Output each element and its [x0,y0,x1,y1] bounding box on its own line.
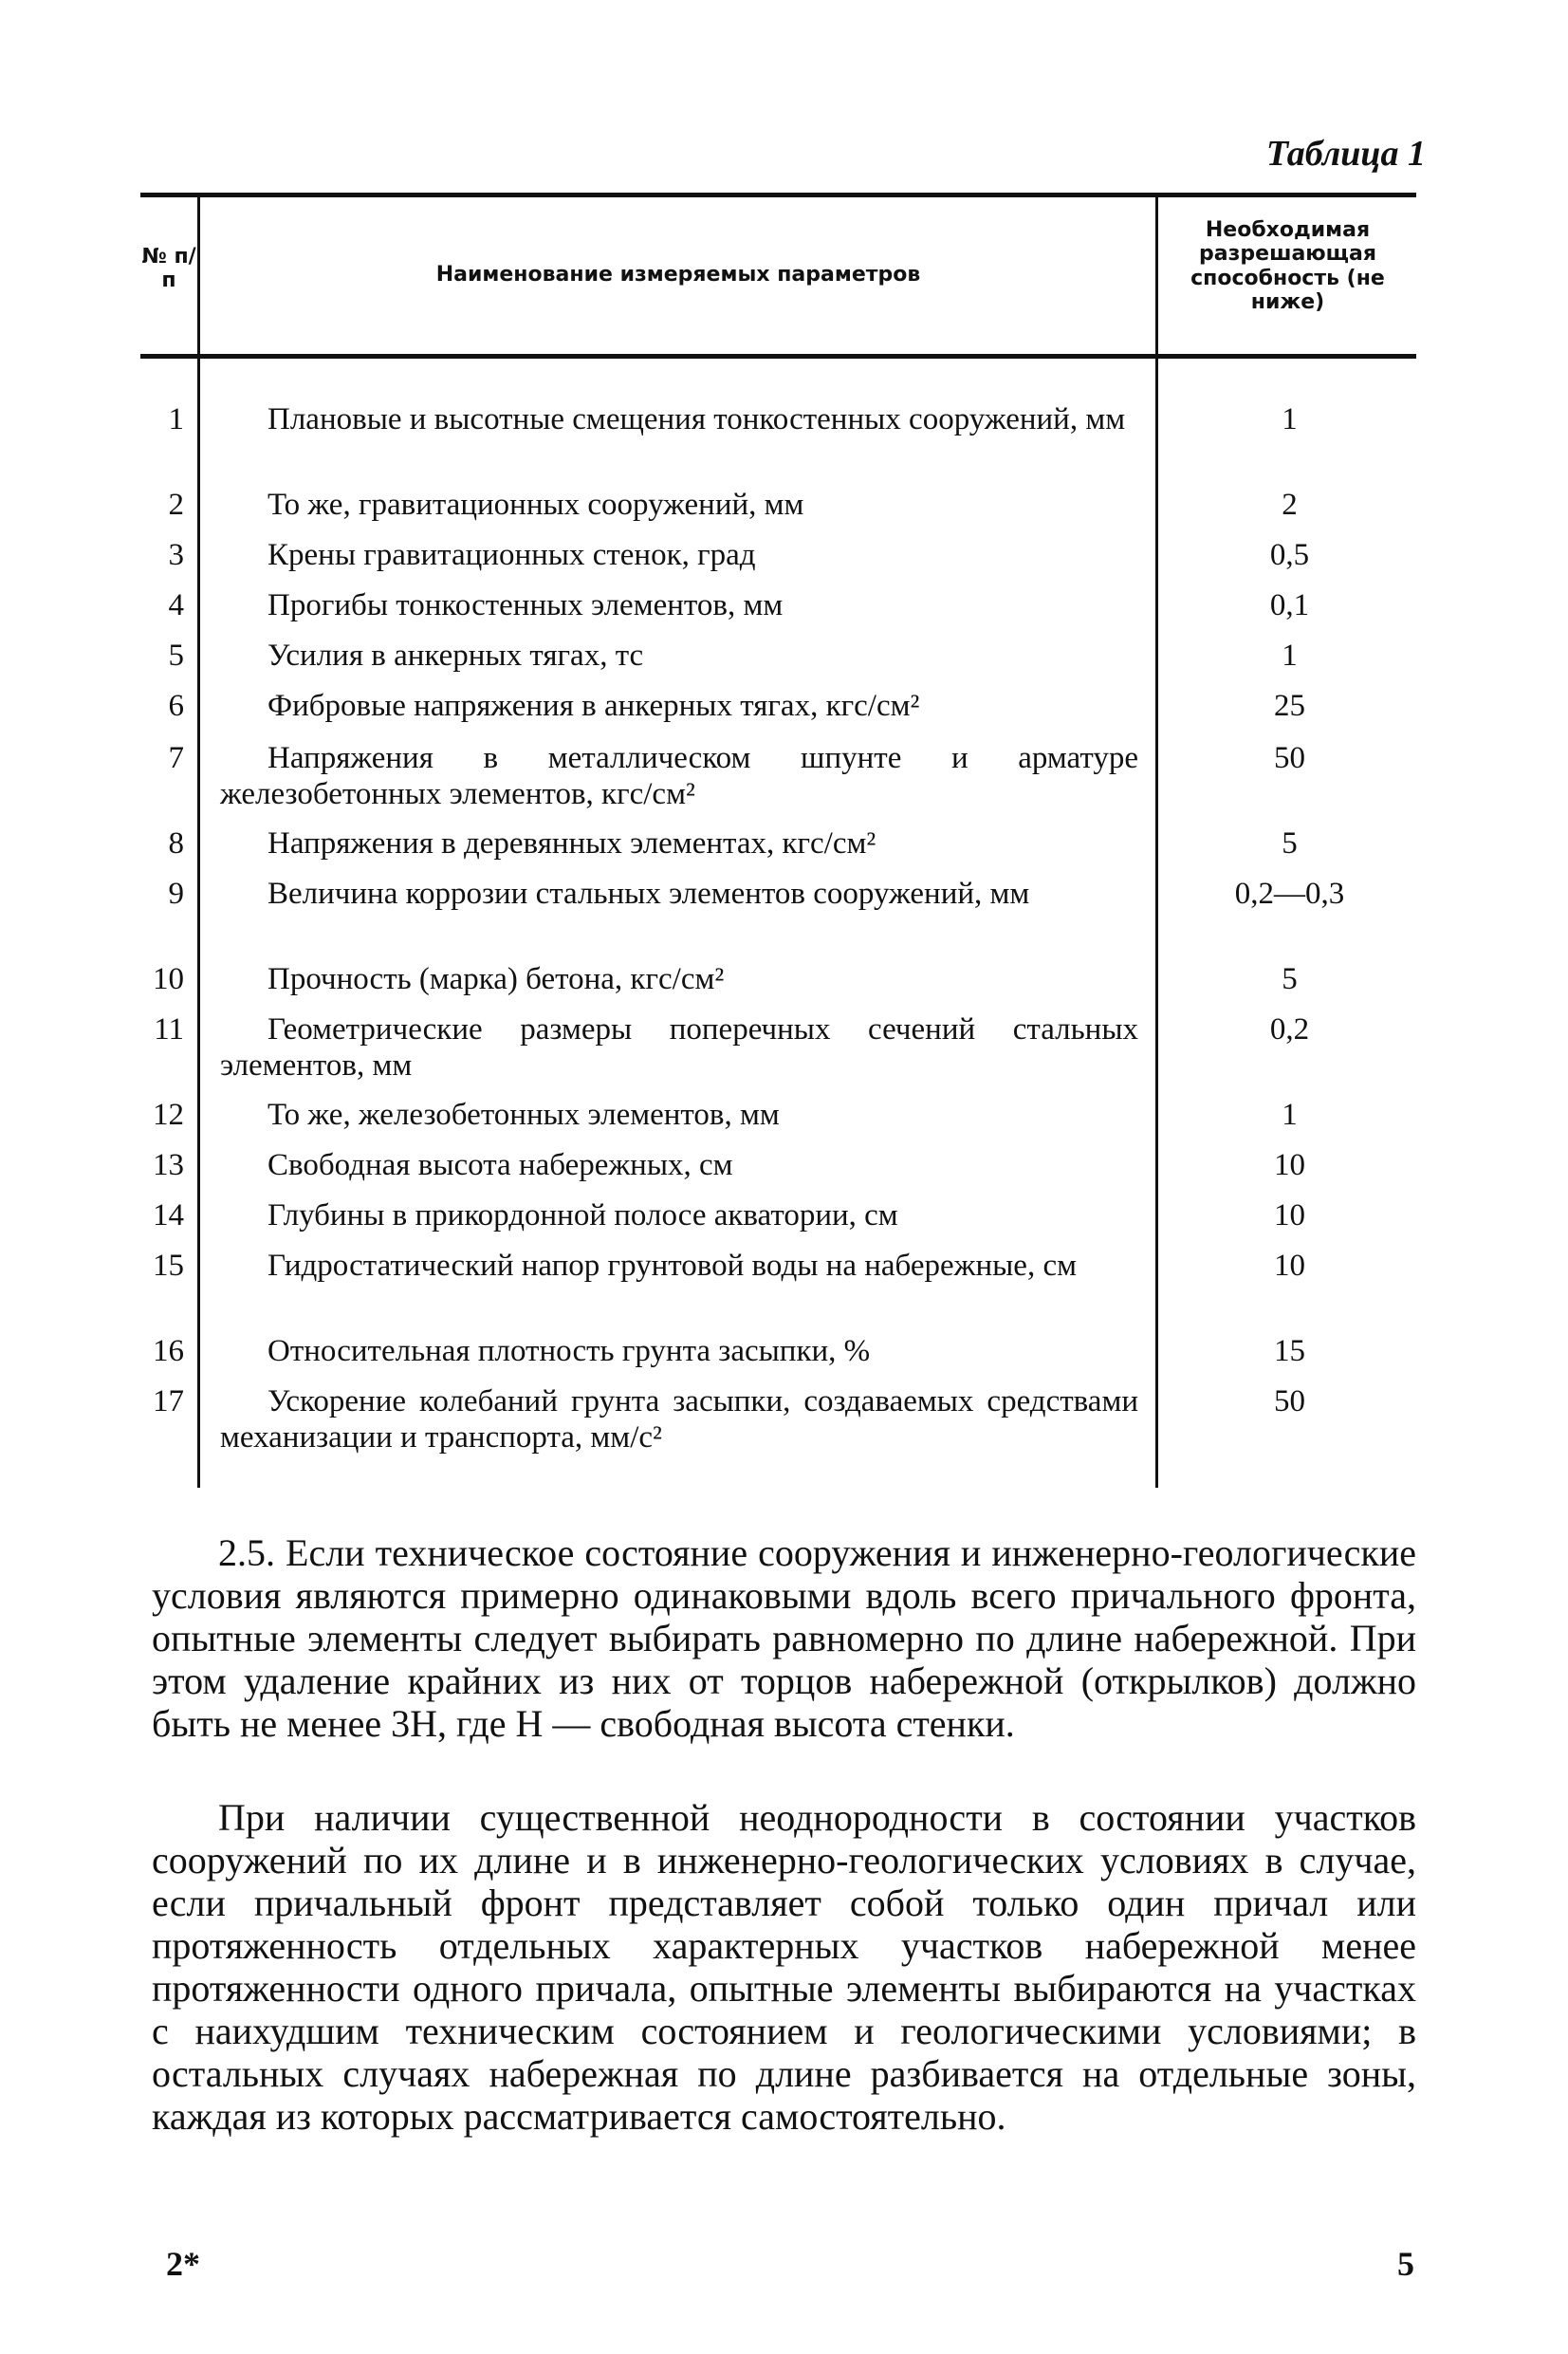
row-parameter: Величина коррозии стальных элементов сооружений, мм [267,877,1030,911]
row-resolution: 10 [1274,1148,1305,1182]
row-resolution: 0,5 [1269,538,1310,572]
row-parameter: Глубины в прикордонной полосе акватории, см [267,1198,898,1233]
row-resolution: 5 [1282,826,1298,861]
table-column-divider [197,193,200,1488]
row-number: 10 [153,962,184,996]
table-top-rule [140,193,1416,197]
row-number: 16 [153,1334,184,1368]
row-parameter: Прогибы тонкостенных элементов, мм [267,588,784,622]
paragraph-2-5 [152,1531,1416,1745]
row-parameter: Свободная высота набережных, см [267,1148,733,1182]
row-parameter: То же, гравитационных сооружений, мм [267,488,804,522]
row-number: 15 [153,1249,184,1283]
row-parameter: Усилия в анкерных тягах, тс [267,639,644,673]
row-parameter: То же, железобетонных элементов, мм [267,1098,780,1132]
paragraph-text: При наличии существенной неоднородности в состоянии участков сооружений по их длине и в инженерно-геологических условиях в случае, если причальный фронт представляет собой только один причал или протяженность отдельных характерных участков набережной менее протяженности одного причала, опытные элементы выбираются на участках с наихудшим техническим состоянием и геологическими условиями; в остальных случаях набережная по длине разбивается на отдельные зоны, каждая из которых рассматривается самостоятельно. [152,1796,1416,2138]
header-resolution: Необходимая разрешающая способность (не ниже) [1190,218,1385,314]
row-number: 14 [153,1198,184,1233]
row-parameter: Ускорение колебаний грунта засыпки, создаваемых средствами механизации и транспорта, мм/с² [220,1384,1138,1455]
row-parameter: Фибровые напряжения в анкерных тягах, кгс/см² [267,689,920,723]
table-column-divider [1155,193,1158,1488]
row-number: 4 [168,588,184,622]
header-number: № п/п [141,245,196,293]
paragraph-2-5-continued [152,1796,1416,2138]
row-number: 9 [168,877,184,911]
row-number: 11 [154,1012,184,1047]
row-resolution: 50 [1274,741,1305,775]
row-parameter: Напряжения в металлическом шпунте и арматуре железобетонных элементов, кгс/см² [220,741,1138,811]
row-number: 6 [168,689,184,723]
row-parameter: Гидростатический напор грунтовой воды на набережные, см [267,1249,1077,1283]
row-resolution: 10 [1274,1249,1305,1283]
row-parameter: Геометрические размеры поперечных сечений стальных элементов, мм [220,1012,1138,1083]
row-parameter: Напряжения в деревянных элементах, кгс/см² [267,826,876,861]
row-number: 1 [168,402,184,436]
row-number: 17 [153,1384,184,1418]
row-parameter: Крены гравитационных стенок, град [267,538,756,572]
row-resolution: 1 [1282,402,1298,436]
row-number: 8 [168,826,184,861]
page-number: 5 [1397,2245,1414,2283]
row-number: 5 [168,639,184,673]
paragraph-text: 2.5. Если техническое состояние сооружения и инженерно-геологические условия являются примерно одинаковыми вдоль всего причального фронта, опытные элементы следует выбирать равномерно по длине набережной. При этом удаление крайних из них от торцов набережной (открылков) должно быть не менее 3H, где H — свободная высота стенки. [152,1531,1416,1745]
row-resolution: 5 [1282,962,1298,996]
row-resolution: 15 [1274,1334,1305,1368]
signature-mark: 2* [166,2245,200,2283]
row-number: 3 [168,538,184,572]
row-resolution: 10 [1274,1198,1305,1233]
row-number: 13 [153,1148,184,1182]
row-resolution: 1 [1282,639,1298,673]
row-resolution: 0,2—0,3 [1234,877,1345,911]
row-resolution: 2 [1282,488,1298,522]
row-number: 7 [168,741,184,775]
row-parameter: Относительная плотность грунта засыпки, % [267,1334,871,1368]
row-resolution: 0,2 [1269,1012,1310,1047]
row-parameter: Плановые и высотные смещения тонкостенных сооружений, мм [267,402,1126,436]
row-parameter: Прочность (марка) бетона, кгс/см² [267,962,725,996]
header-parameter-name: Наименование измеряемых параметров [435,263,921,287]
row-resolution: 50 [1274,1384,1305,1418]
row-resolution: 25 [1274,689,1305,723]
row-number: 2 [168,488,184,522]
table-header-rule [140,354,1416,359]
table-caption: Таблица 1 [1265,134,1426,174]
row-resolution: 0,1 [1269,588,1310,622]
row-number: 12 [153,1098,184,1132]
row-resolution: 1 [1282,1098,1298,1132]
